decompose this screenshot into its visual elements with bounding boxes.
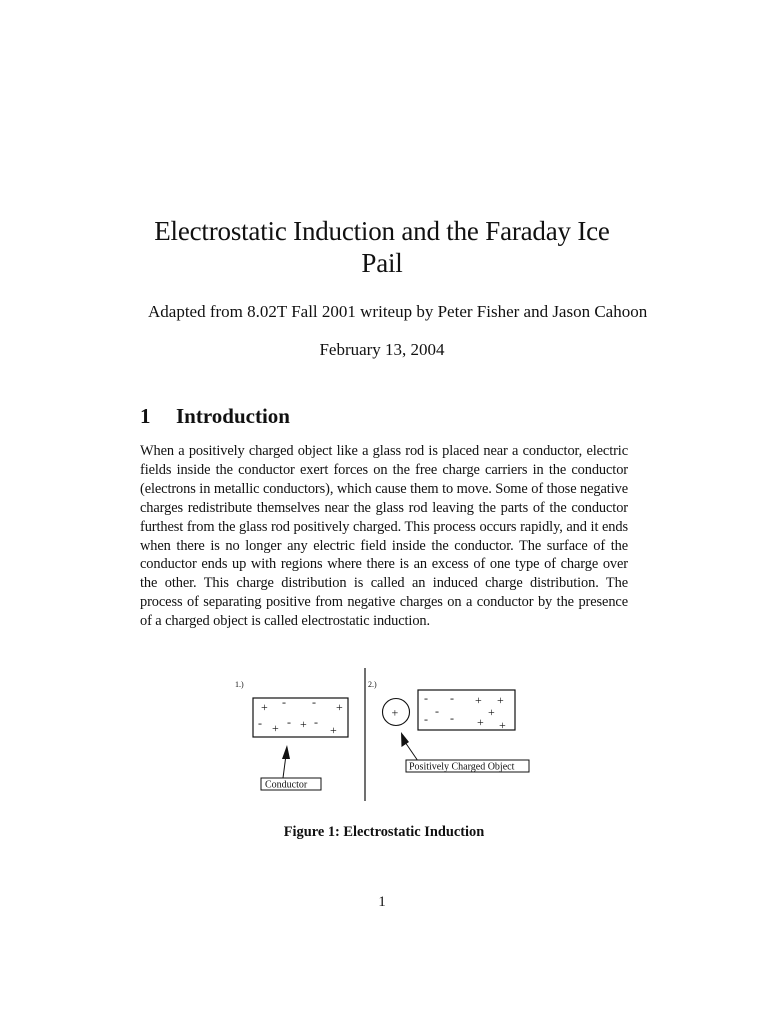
- charge-plus: +: [488, 705, 495, 719]
- conductor-2-charges: [424, 691, 506, 732]
- section-number: 1: [140, 404, 151, 428]
- charge-minus: -: [424, 712, 428, 726]
- charge-plus: +: [330, 723, 337, 737]
- panel-1-label: 1.): [235, 680, 244, 689]
- page-number: 1: [378, 894, 386, 910]
- charge-plus: +: [477, 715, 484, 729]
- charge-minus: -: [435, 704, 439, 718]
- charge-minus: -: [314, 715, 318, 729]
- charge-minus: -: [450, 691, 454, 705]
- conductor-label: Conductor: [265, 779, 308, 791]
- section-title: Introduction: [176, 404, 290, 428]
- charge-plus: +: [261, 700, 268, 714]
- charge-plus: +: [336, 700, 343, 714]
- charge-minus: -: [450, 711, 454, 725]
- panel-2-label: 2.): [368, 680, 377, 689]
- object-arrow-line: [405, 742, 418, 761]
- charge-plus: +: [497, 693, 504, 707]
- conductor-arrowhead: [282, 745, 290, 759]
- author-line: Adapted from 8.02T Fall 2001 writeup by Peter Fisher and Jason Cahoon: [148, 302, 648, 321]
- document-date: February 13, 2004: [319, 340, 445, 359]
- figure-electrostatic-induction: [0, 660, 768, 810]
- charge-plus: +: [272, 721, 279, 735]
- figure-caption: Figure 1: Electrostatic Induction: [283, 824, 485, 840]
- section-heading: [140, 403, 290, 429]
- figure-diagram: [0, 660, 768, 810]
- charge-minus: -: [312, 695, 316, 709]
- charge-plus: +: [499, 718, 506, 732]
- charged-object-sign: +: [391, 705, 399, 720]
- object-arrowhead: [401, 732, 409, 747]
- charge-plus: +: [475, 693, 482, 707]
- charge-plus: +: [300, 717, 307, 731]
- charge-minus: -: [258, 716, 262, 730]
- charge-minus: -: [282, 695, 286, 709]
- conductor-1-charges: [258, 695, 343, 737]
- charge-minus: -: [287, 715, 291, 729]
- object-label: Positively Charged Object: [409, 761, 515, 773]
- document-title: Electrostatic Induction and the Faraday Ice Pail: [154, 216, 610, 278]
- intro-paragraph: When a positively charged object like a glass rod is placed near a conductor, electric fields inside the conductor exert forces on the free charge carriers in the conductor (electrons in metallic conductors), which cause them to move. Some of those negative charges redistribute themselves near the glass rod leaving the parts of the conductor furthest from the glass rod positively charged. This process occurs rapidly, and it ends when there is no longer any electric field inside the conductor. The surface of the conductor ends up with regions where there is an excess of one type of charge over the other. This charge distribution is called an induced charge distribution. The process of separating positive from negative charges on a conductor by the presence of a charged object is called electrostatic induction.: [140, 443, 628, 630]
- charge-minus: -: [424, 691, 428, 705]
